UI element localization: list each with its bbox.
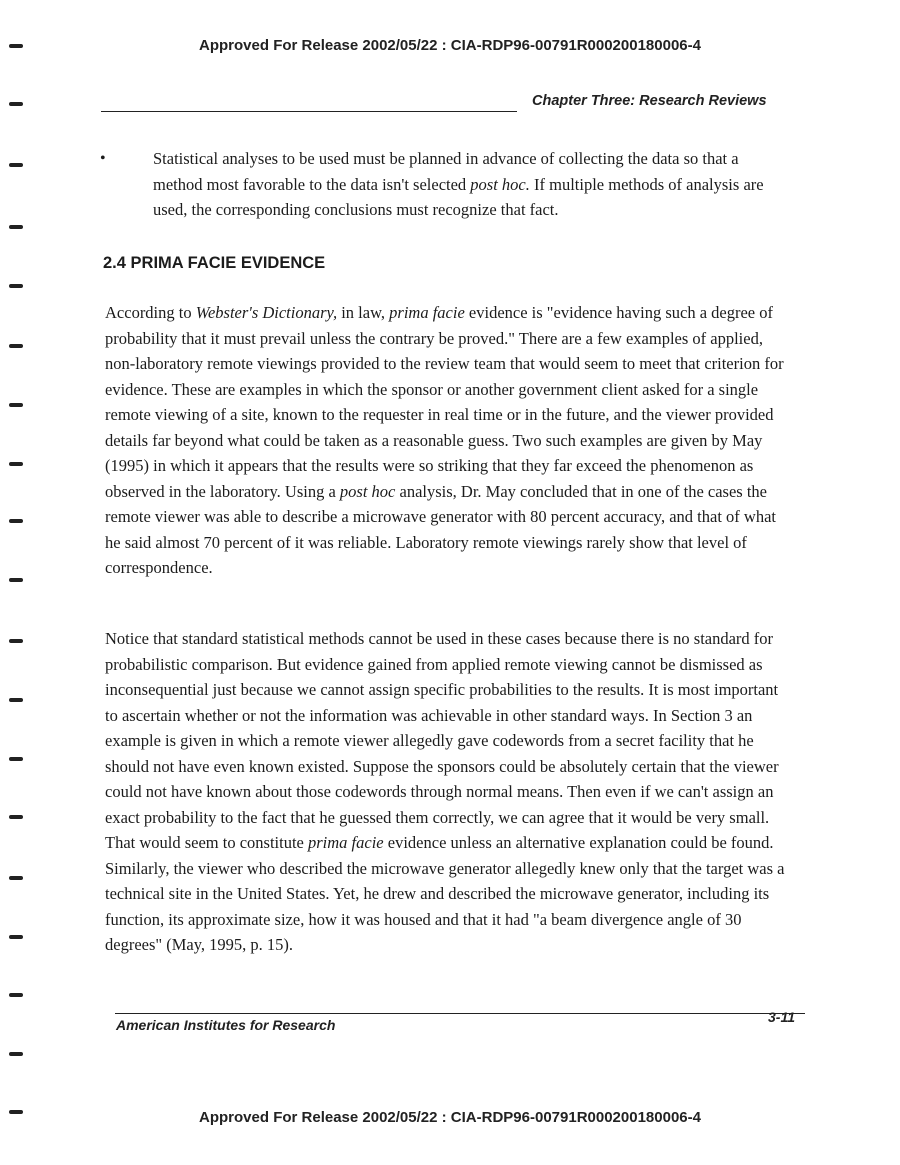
margin-mark [9,403,23,407]
margin-mark [9,639,23,643]
paragraph-statistical-methods [105,626,788,958]
para1-italic: post hoc [339,481,396,501]
para1-span: evidence is "evidence having such a degree of probability that it must prevail unless the contrary be proved." There are a few examples of applied, non-laboratory remote viewings provided to the review team that would seem to meet that criterion for evidence. These are examples in which the sponsor or another government client asked for a single remote viewing of a site, known to the requester in real time or in the future, and the viewer provided details far beyond what could be taken as a reasonable guess. Two such examples are given by May (1995) in which it appears that the results were so striking that they far exceed the phenomenon as observed in the laboratory. Using a [105,303,784,501]
margin-mark [9,876,23,880]
margin-mark [9,578,23,582]
bullet-text-after: If multiple methods of analysis are used, the corresponding conclusions must recognize that fact. [153,174,764,219]
para2-span: Notice that standard statistical methods cannot be used in these cases because there is no standard for probabilistic comparison. But evidence gained from applied remote viewing cannot be dismissed as inconsequential just because we cannot assign specific probabilities to the results. It is most important to ascertain whether or not the information was achievable in other standard ways. In Section 3 an example is given in which a remote viewer allegedly gave codewords from a secret facility that he should not have even known existed. Suppose the sponsors could be absolutely certain that the viewer could not have known about those codewords through normal means. Then even if we can't assign an exact probability to the fact that he guessed them correctly, we can agree that it would be very small. That would seem to constitute [105,629,779,852]
para1-italic: Webster's Dictionary, [195,303,338,322]
margin-mark [9,1110,23,1114]
paragraph-prima-facie-definition [105,300,788,581]
para2-italic: prima facie [308,833,384,852]
chapter-header: Chapter Three: Research Reviews [532,93,767,109]
margin-mark [9,284,23,288]
page-number: 3-11 [768,1009,795,1025]
bullet-text [153,146,778,223]
section-heading: 2.4 PRIMA FACIE EVIDENCE [103,254,326,272]
margin-mark [9,757,23,761]
margin-mark [9,815,23,819]
para2-span: evidence unless an alternative explanation could be found. Similarly, the viewer who described the microwave generator allegedly knew only that the target was a technical site in the United States. Yet, he drew and described the microwave generator, including its function, its approximate size, how it was housed and that it had "a beam divergence angle of 30 degrees" (May, 1995, p. 15). [105,833,785,954]
para1-span: analysis, Dr. May concluded that in one of the cases the remote viewer was able to describe a microwave generator with 80 percent accuracy, and that of what he said almost 70 percent of it was reliable. Laboratory remote viewings rarely show that level of correspondence. [105,481,776,577]
margin-mark [9,102,23,106]
margin-mark [9,519,23,523]
margin-mark [9,44,23,48]
margin-mark [9,993,23,997]
release-footer: Approved For Release 2002/05/22 : CIA-RDP96-00791R000200180006-4 [199,1109,701,1126]
margin-mark [9,935,23,939]
para1-span: According to [105,303,196,322]
margin-mark [9,163,23,167]
margin-mark [9,225,23,229]
margin-mark [9,1052,23,1056]
margin-mark [9,698,23,702]
margin-mark [9,344,23,348]
bullet-dot: • [100,150,106,167]
para1-span: in law, [337,303,390,322]
bullet-text-before: Statistical analyses to be used must be planned in advance of collecting the data so that a method most favorable to the data isn't selected [153,149,739,194]
header-rule [101,111,517,112]
margin-mark [9,462,23,466]
bullet-text-italic: post hoc. [470,174,530,194]
footer-organization: American Institutes for Research [116,1017,336,1033]
footer-rule [115,1013,805,1014]
release-header: Approved For Release 2002/05/22 : CIA-RDP96-00791R000200180006-4 [199,37,701,54]
para1-italic: prima facie [389,303,465,322]
